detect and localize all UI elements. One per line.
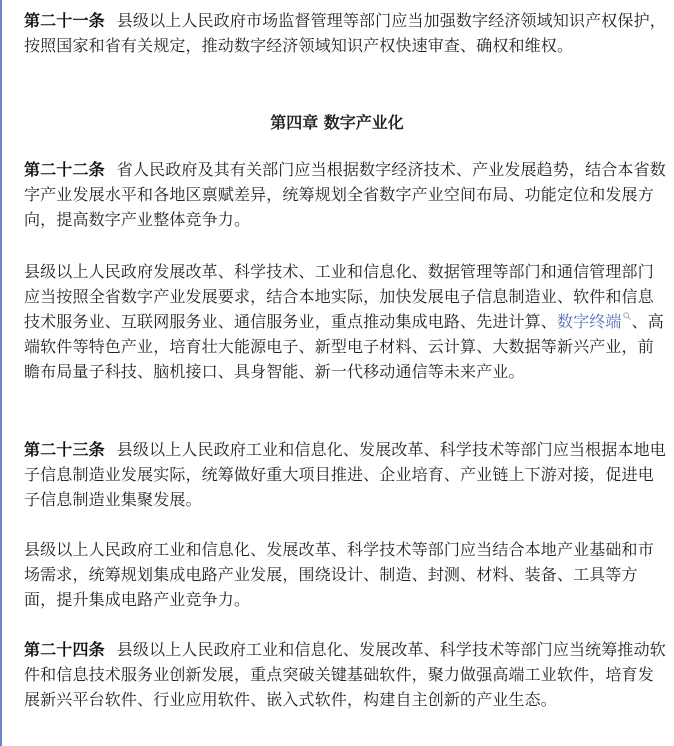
article-22-paragraph-2 <box>24 259 666 384</box>
article-22 <box>24 157 666 232</box>
article-21 <box>24 8 666 58</box>
article-text: 县级以上人民政府工业和信息化、发展改革、科学技术等部门应当根据本地电子信息制造业发展实际，统筹做好重大项目推进、企业培育、产业链上下游对接，促进电子信息制造业集聚发展。 <box>24 440 666 509</box>
article-number: 第二十一条 <box>24 11 105 30</box>
search-icon[interactable] <box>623 312 631 320</box>
article-number: 第二十三条 <box>24 440 105 459</box>
article-number: 第二十四条 <box>24 640 105 659</box>
article-text: 省人民政府及其有关部门应当根据数字经济技术、产业发展趋势，结合本省数字产业发展水平和各地区禀赋差异，统筹规划全省数字产业空间布局、功能定位和发展方向，提高数字产业整体竞争力。 <box>24 160 666 229</box>
chapter-heading: 第四章 数字产业化 <box>270 113 404 132</box>
article-24 <box>24 637 666 712</box>
article-number: 第二十二条 <box>24 160 105 179</box>
article-text: 县级以上人民政府工业和信息化、发展改革、科学技术等部门应当统筹推动软件和信息技术服务业创新发展，重点突破关键基础软件，聚力做强高端工业软件，培育发展新兴平台软件、行业应用软件、嵌入式软件，构建自主创新的产业生态。 <box>24 640 666 709</box>
digital-terminal-link[interactable]: 数字终端 <box>556 312 622 331</box>
article-23 <box>24 437 666 512</box>
article-text: 县级以上人民政府市场监督管理等部门应当加强数字经济领域知识产权保护，按照国家和省有关规定，推动数字经济领域知识产权快速审查、确权和维权。 <box>24 11 666 55</box>
paragraph-text: 县级以上人民政府工业和信息化、发展改革、科学技术等部门应当结合本地产业基础和市场需求，统筹规划集成电路产业发展，围绕设计、制造、封测、材料、装备、工具等方面，提升集成电路产业竞争力。 <box>24 540 654 609</box>
paragraph-text-before-link: 县级以上人民政府发展改革、科学技术、工业和信息化、数据管理等部门和通信管理部门应当按照全省数字产业发展要求，结合本地实际，加快发展电子信息制造业、软件和信息技术服务业、互联网服务业、通信服务业，重点推动集成电路、先进计算、 <box>24 262 654 331</box>
article-23-paragraph-2 <box>24 537 666 612</box>
paragraph-text-after-link: 、高端软件等特色产业，培育壮大能源电子、新型电子材料、云计算、大数据等新兴产业，前瞻布局量子科技、脑机接口、具身智能、新一代移动通信等未来产业。 <box>24 312 664 381</box>
